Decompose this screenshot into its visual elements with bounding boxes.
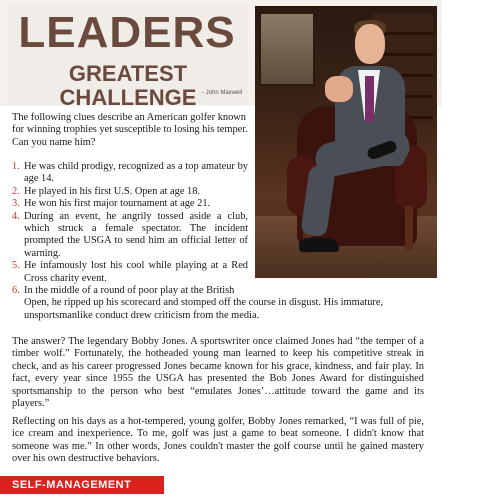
clue-number: 3. (12, 198, 20, 210)
clue-list (12, 161, 248, 285)
clue-item (12, 260, 248, 285)
clue-number: 1. (12, 161, 20, 172)
clue-6-line-3: unsportsmanlike conduct drew criticism from the media. (24, 309, 260, 321)
page-margin (442, 0, 500, 500)
reflection-paragraph: Reflecting on his days as a hot-tempered, young golfer, Bobby Jones remarked, “I was full of pie, ice cream and inexperience. To me, golf was just a game to beat someone. I didn't know that someone was me.” In other words, Jones couldn't master the golf course until he gained mastery over his own destructive behaviors. (12, 416, 424, 465)
clue-6-line-2: Open, he ripped up his scorecard and stomped off the course in disgust. His immature, (24, 297, 384, 309)
clue-number: 6. (12, 285, 20, 296)
answer-paragraph: The answer? The legendary Bobby Jones. A sportswriter once claimed Jones had “the temper of a timber wolf.” Fortunately, the hotheaded young man learned to keep his competitive streak in check, and as his career progressed Jones became known for his grace, kindness, and fair play. In fact, every year since 1955 the USGA has presented the Bob Jones Award for distinguished sportsmanship to the person who best “emulates Jones’…attitude toward the game and its players.” (12, 336, 424, 410)
clue-item (12, 186, 248, 198)
photo-tie (365, 76, 374, 122)
photo-window (259, 12, 315, 86)
clue-text: He infamously lost his cool while playing at a Red Cross charity event. (24, 260, 248, 284)
quote-attribution: - John Maxwell (201, 90, 242, 96)
clue-number: 4. (12, 210, 20, 222)
page-title: LEADERS (18, 8, 236, 57)
page-subtitle: GREATEST CHALLENGE (59, 61, 197, 110)
clue-number: 5. (12, 260, 20, 272)
clue-item (12, 211, 248, 261)
clue-text: He played in his first U.S. Open at age 18. (24, 185, 201, 197)
clue-6-line-1: In the middle of a round of poor play at the British (24, 285, 235, 296)
clue-text: During an event, he angrily tossed aside a club, which struck a female spectator. The incident prompted the USGA to send him an official letter of warning. (24, 210, 248, 259)
clue-text: He won his first major tournament at age 21. (24, 198, 211, 210)
photo-hands (325, 76, 353, 102)
executive-photo (255, 6, 437, 278)
photo-chair-leg-right (405, 206, 413, 250)
clue-number: 2. (12, 185, 20, 197)
photo-shoe-left (299, 238, 339, 252)
photo-face (355, 24, 385, 64)
clue-text: He was child prodigy, recognized as a top amateur by age 14. (24, 161, 248, 185)
clue-item (12, 161, 248, 186)
section-label: SELF-MANAGEMENT (12, 479, 132, 491)
intro-paragraph: The following clues describe an American golfer known for winning trophies yet susceptible to losing his temper. Can you name him? (12, 112, 248, 148)
clue-item (12, 198, 248, 210)
